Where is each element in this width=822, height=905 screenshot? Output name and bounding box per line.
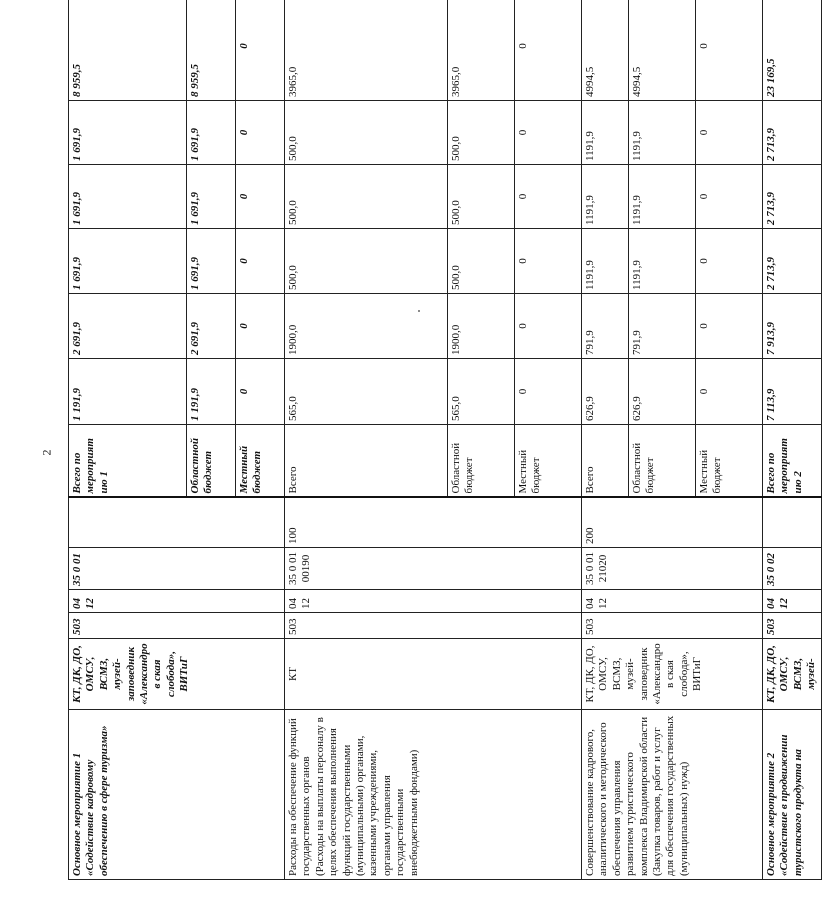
value-cell: 500,0 <box>285 101 448 165</box>
value-cell: 2 713,9 <box>763 165 822 229</box>
vr-4 <box>763 498 822 548</box>
value-cell: 0 <box>696 359 763 425</box>
rotated-page <box>68 12 818 880</box>
value-cell: 1900,0 <box>285 294 448 359</box>
vr-1 <box>69 498 285 548</box>
value-cell: 500,0 <box>448 101 515 165</box>
total-cell: 8 959,5 <box>69 0 187 101</box>
source-cell: Областной бюджет <box>448 425 515 498</box>
total-cell: 4994,5 <box>582 0 629 101</box>
value-cell: 1 691,9 <box>69 165 187 229</box>
executor-3: КТ, ДК, ДО, ОМСУ, ВСМЗ, музей-заповедник «Александров ская слобода», ВИТиГ <box>582 639 763 710</box>
csr-3: 35 0 01 21020 <box>582 548 763 590</box>
total-cell: 4994,5 <box>629 0 696 101</box>
csr-4: 35 0 02 <box>763 548 822 590</box>
value-cell: 626,9 <box>582 359 629 425</box>
csr-1: 35 0 01 <box>69 548 285 590</box>
value-cell: 1191,9 <box>629 101 696 165</box>
value-cell: 0 <box>696 229 763 294</box>
value-cell: 0 <box>515 359 582 425</box>
source-cell: Всего по мероприят ию 2 <box>763 425 822 498</box>
source-cell: Областной бюджет <box>187 425 236 498</box>
value-cell: 2 691,9 <box>187 294 236 359</box>
value-cell: 626,9 <box>629 359 696 425</box>
value-cell: 791,9 <box>582 294 629 359</box>
table-row <box>285 0 448 880</box>
rzpr-2: 04 12 <box>285 590 582 613</box>
executor-1: КТ, ДК, ДО, ОМСУ, ВСМЗ, музей-заповедник «Александров ская слобода», ВИТиГ <box>69 639 285 710</box>
value-cell: 7 113,9 <box>763 359 822 425</box>
table-row <box>582 0 629 880</box>
total-cell: 0 <box>515 0 582 101</box>
total-cell: 3965,0 <box>448 0 515 101</box>
value-cell: 1 691,9 <box>69 229 187 294</box>
value-cell: 565,0 <box>448 359 515 425</box>
value-cell: 1191,9 <box>629 165 696 229</box>
event-name-3: Совершенствование кадрового, аналитического и методического обеспечения управления развитием туристического комплекса Владимирской области (Закупка товаров, работ и услуг для обеспечения государственных (муниципальных) нужд) <box>582 710 763 880</box>
vr-2: 100 <box>285 498 582 548</box>
total-cell: 23 169,5 <box>763 0 822 101</box>
value-cell: 1 191,9 <box>187 359 236 425</box>
value-cell: 0 <box>515 294 582 359</box>
value-cell: 791,9 <box>629 294 696 359</box>
executor-2: КТ <box>285 639 582 710</box>
event-name-1: Основное мероприятие 1 «Содействие кадровому обеспечению в сфере туризма» <box>69 710 285 880</box>
rzpr-3: 04 12 <box>582 590 763 613</box>
executor-4: КТ, ДК, ДО, ОМСУ, ВСМЗ, музей- <box>763 639 822 710</box>
value-cell: 565,0 <box>285 359 448 425</box>
source-cell: Местный бюджет <box>515 425 582 498</box>
value-cell: 1 191,9 <box>69 359 187 425</box>
source-cell: Местный бюджет <box>236 425 285 498</box>
rzpr-4: 04 12 <box>763 590 822 613</box>
source-cell: Областной бюджет <box>629 425 696 498</box>
value-cell: 0 <box>696 101 763 165</box>
value-cell: 500,0 <box>285 229 448 294</box>
value-cell: 0 <box>515 101 582 165</box>
page-number: 2 <box>39 449 54 456</box>
value-cell: 500,0 <box>448 229 515 294</box>
total-cell: 8 959,5 <box>187 0 236 101</box>
event-name-2: Расходы на обеспечение функций государственных органов (Расходы на выплаты персоналу в целях обеспечения выполнения функций государственными (муниципальными) органами, казенными учреждениями, органами управления государственными внебюджетными фондами) <box>285 710 582 880</box>
grbs-4: 503 <box>763 613 822 639</box>
rzpr-1: 04 12 <box>69 590 285 613</box>
value-cell: 1191,9 <box>582 229 629 294</box>
value-cell: 1191,9 <box>629 229 696 294</box>
source-cell: Всего <box>285 425 448 498</box>
value-cell: 0 <box>696 165 763 229</box>
value-cell: 0 <box>236 229 285 294</box>
value-cell: 2 713,9 <box>763 101 822 165</box>
value-cell: 1 691,9 <box>187 101 236 165</box>
grbs-3: 503 <box>582 613 763 639</box>
csr-2: 35 0 01 00190 <box>285 548 582 590</box>
value-cell: 0 <box>515 165 582 229</box>
value-cell: 1 691,9 <box>187 229 236 294</box>
vr-3: 200 <box>582 498 763 548</box>
total-cell: 3965,0 <box>285 0 448 101</box>
event-name-4: Основное мероприятие 2 «Содействие в продвижении туристского продукта на <box>763 710 822 880</box>
total-cell: 0 <box>236 0 285 101</box>
value-cell: 7 913,9 <box>763 294 822 359</box>
table-row <box>763 0 822 880</box>
table-row <box>69 0 187 880</box>
source-cell: Всего по мероприят ию 1 <box>69 425 187 498</box>
value-cell: 0 <box>236 101 285 165</box>
value-cell: 1191,9 <box>582 101 629 165</box>
value-cell: 1 691,9 <box>187 165 236 229</box>
value-cell: 2 713,9 <box>763 229 822 294</box>
budget-table <box>68 0 822 880</box>
value-cell: 1 691,9 <box>69 101 187 165</box>
source-cell: Местный бюджет <box>696 425 763 498</box>
value-cell: 2 691,9 <box>69 294 187 359</box>
value-cell: 0 <box>236 359 285 425</box>
value-cell: 1900,0 <box>448 294 515 359</box>
value-cell: 0 <box>696 294 763 359</box>
source-cell: Всего <box>582 425 629 498</box>
value-cell: 0 <box>236 294 285 359</box>
value-cell: 500,0 <box>448 165 515 229</box>
grbs-1: 503 <box>69 613 285 639</box>
total-cell: 0 <box>696 0 763 101</box>
grbs-2: 503 <box>285 613 582 639</box>
value-cell: 0 <box>515 229 582 294</box>
value-cell: 0 <box>236 165 285 229</box>
value-cell: 1191,9 <box>582 165 629 229</box>
value-cell: 500,0 <box>285 165 448 229</box>
